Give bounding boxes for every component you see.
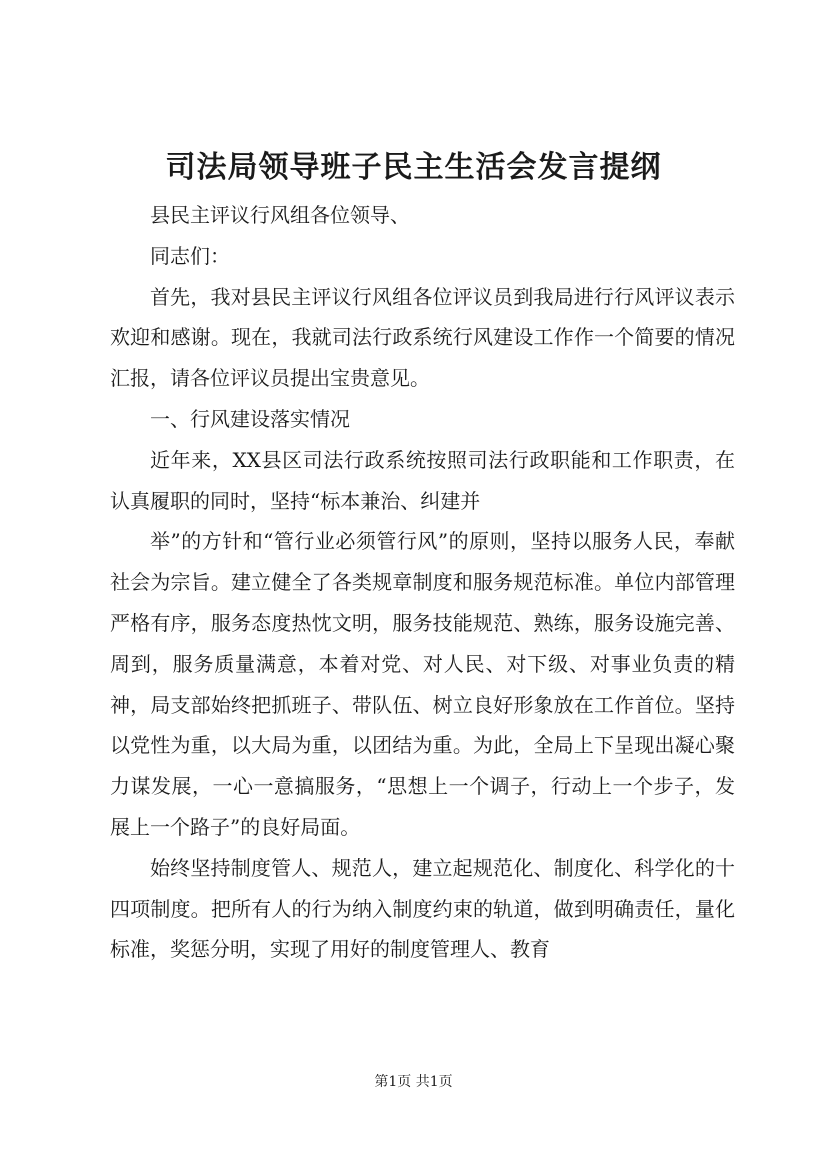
page-number-footer: 第1页 共1页: [374, 1074, 453, 1090]
body-paragraph: 举”的方针和“管行业必须管行风”的原则，坚持以服务人民，奉献社会为宗旨。建立健全了各类规章制度和服务规范标准。单位内部管理严格有序，服务态度热忱文明，服务技能规范、熟练，服务设施完善、周到，服务质量满意，本着对党、对人民、对下级、对事业负责的精神，局支部始终把抓班子、带队伍、树立良好形象放在工作首位。坚持以党性为重，以大局为重，以团结为重。为此，全局上下呈现出凝心聚力谋发展，一心一意搞服务，“思想上一个调子，行动上一个步子，发展上一个路子”的良好局面。: [110, 529, 735, 839]
body-paragraph: 始终坚持制度管人、规范人，建立起规范化、制度化、科学化的十四项制度。把所有人的行为纳入制度约束的轨道，做到明确责任，量化标准，奖惩分明，实现了用好的制度管理人、教育: [110, 855, 735, 962]
document-title: 司法局领导班子民主生活会发言提纲: [165, 150, 662, 185]
body-paragraph: 近年来，XX县区司法行政系统按照司法行政职能和工作职责，在认真履职的同时，坚持“标本兼治、纠建并: [110, 447, 735, 513]
section-heading: 一、行风建设落实情况: [150, 406, 350, 431]
opening-paragraph: 首先，我对县民主评议行风组各位评议员到我局进行行风评议表示欢迎和感谢。现在，我就司法行政系统行风建设工作作一个简要的情况汇报，请各位评议员提出宝贵意见。: [110, 284, 735, 391]
document-body: [110, 195, 735, 970]
salutation-line-2: 同志们：: [150, 243, 230, 268]
salutation-line-1: 县民主评议行风组各位领导、: [150, 203, 410, 227]
